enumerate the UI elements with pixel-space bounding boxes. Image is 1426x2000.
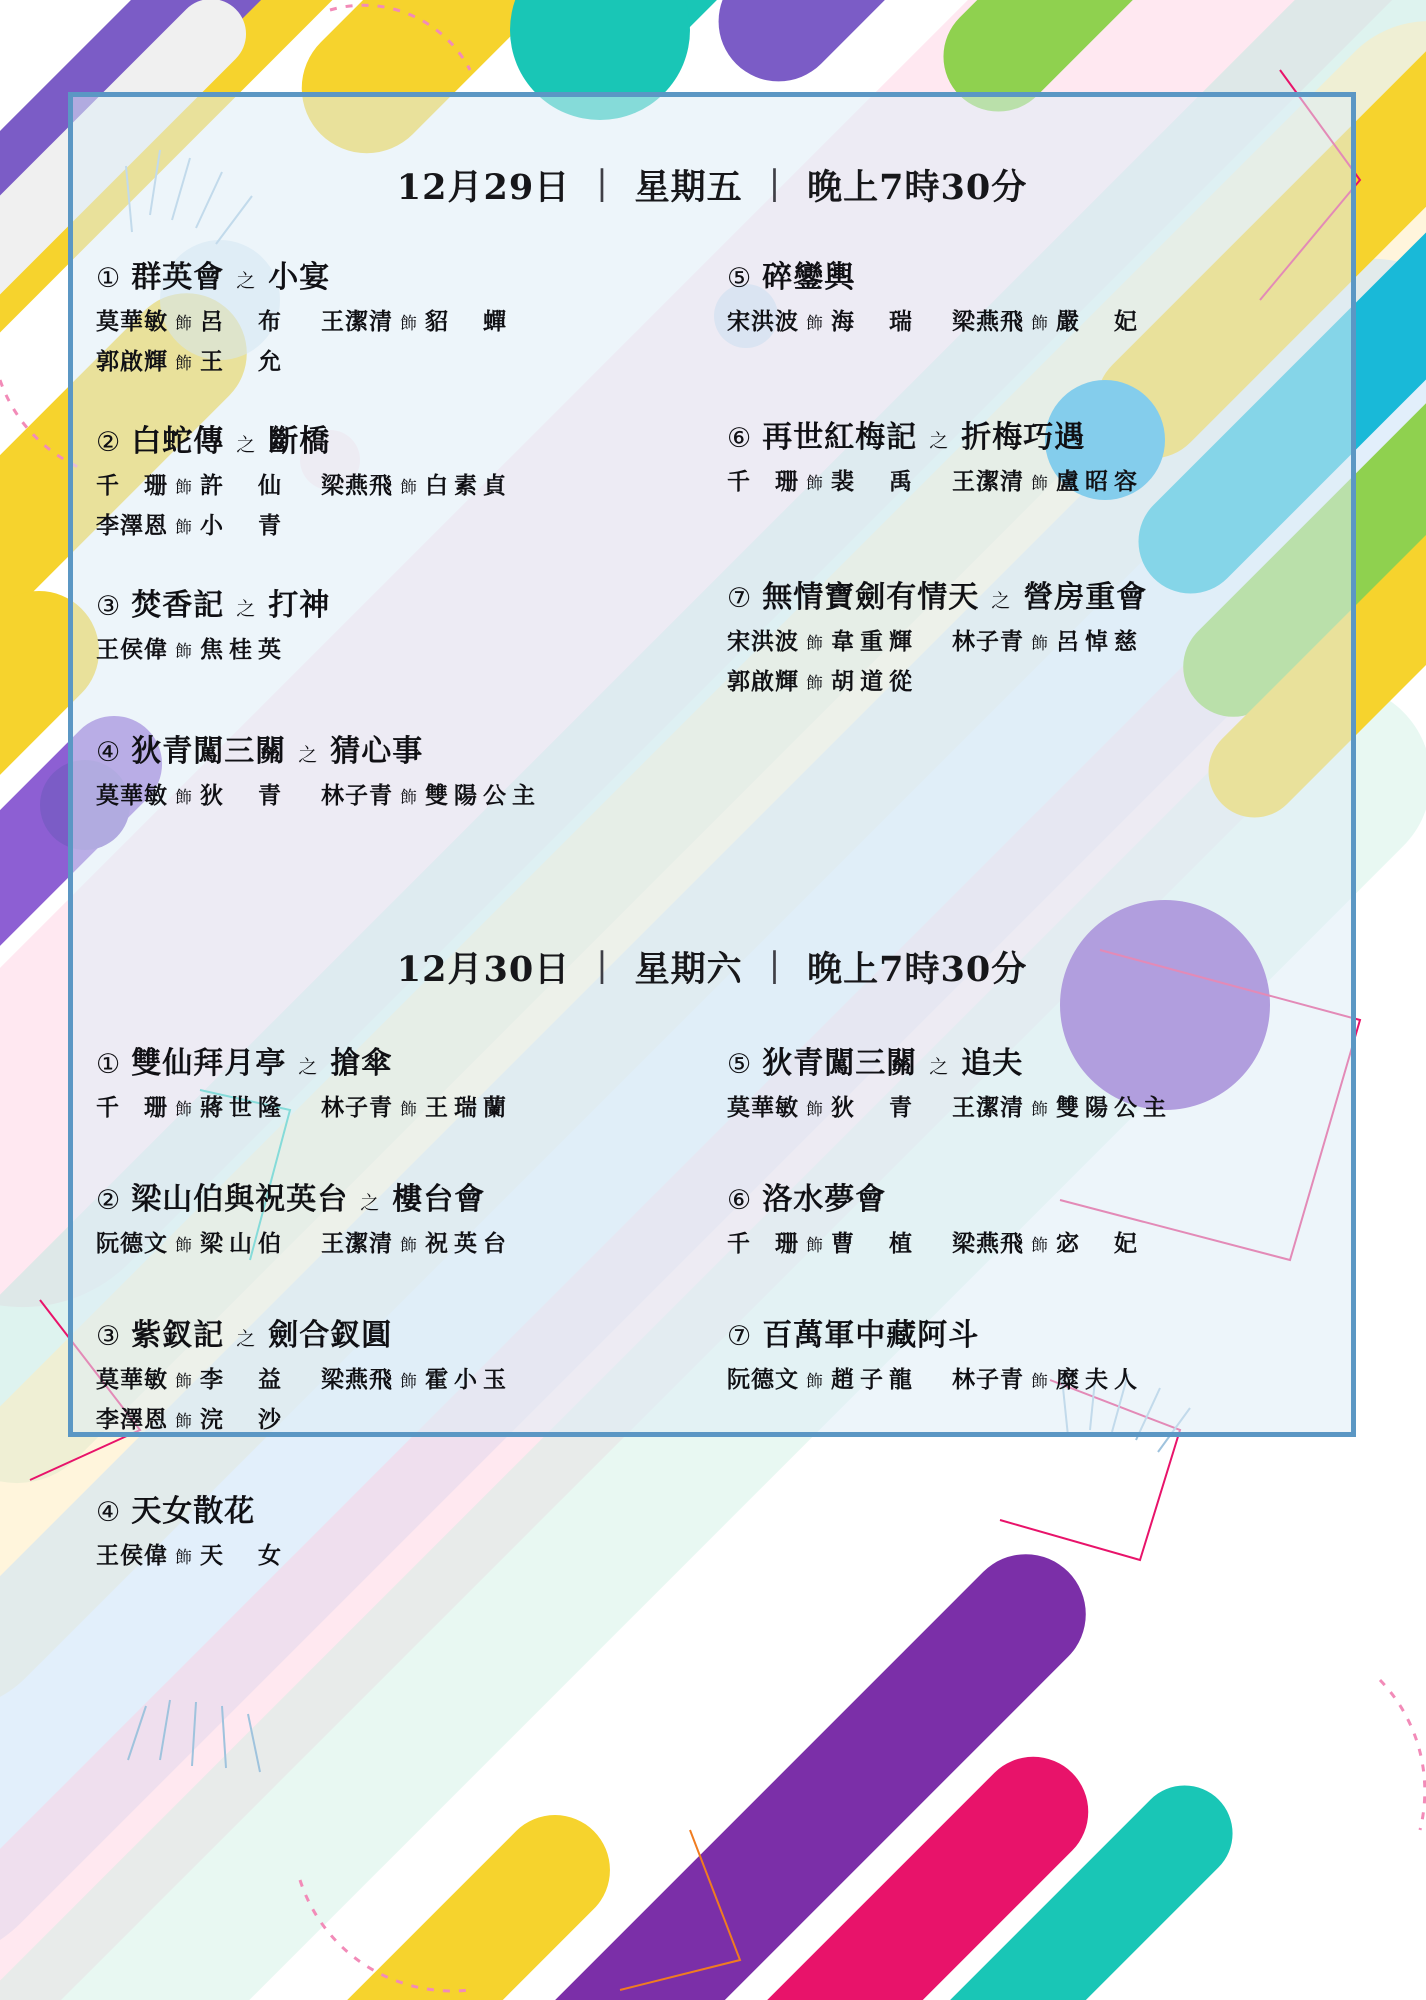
cast-entry (321, 303, 512, 336)
cast-line (727, 463, 1328, 496)
cast-shi: 飾 (1031, 1236, 1049, 1256)
cast-actor: 王潔清 (321, 309, 393, 335)
cast-line (727, 303, 1328, 336)
cast-actor: 李澤恩 (96, 1407, 168, 1433)
program-title: 洛水夢會 (762, 1182, 887, 1217)
cast-shi: 飾 (400, 314, 418, 334)
cast-shi: 飾 (806, 474, 824, 494)
cast-line (96, 1089, 697, 1122)
cast-line (96, 1225, 697, 1258)
day-weekday: 星期五 (634, 167, 743, 208)
cast-entry (727, 663, 918, 696)
day-header-1 (68, 160, 1356, 210)
cast-role: 浣 沙 (200, 1407, 287, 1433)
program-zhi: 之 (236, 434, 257, 456)
day-time: 晚上7時30分 (807, 167, 1028, 208)
program-title-row (727, 412, 1328, 456)
program-number: ③ (96, 591, 122, 622)
cast-entry (96, 1401, 287, 1434)
day-2-columns (68, 1038, 1356, 1596)
program-title: 白蛇傳 (131, 424, 225, 459)
program-zhi: 之 (360, 1192, 381, 1214)
cast-actor: 王潔清 (952, 1095, 1024, 1121)
cast-shi: 飾 (400, 478, 418, 498)
program-item (727, 1038, 1328, 1122)
cast-actor: 千 珊 (727, 469, 799, 495)
cast-actor: 王侯偉 (96, 1543, 168, 1569)
program-subtitle: 小宴 (268, 260, 331, 295)
cast-shi: 飾 (175, 518, 193, 538)
cast-actor: 宋洪波 (727, 309, 799, 335)
cast-line (727, 1225, 1328, 1258)
cast-actor: 莫華敏 (96, 309, 168, 335)
cast-actor: 王潔清 (321, 1231, 393, 1257)
cast-role: 狄 青 (200, 783, 287, 809)
program-title: 百萬軍中藏阿斗 (762, 1318, 980, 1353)
cast-actor: 宋洪波 (727, 629, 799, 655)
cast-actor: 阮德文 (96, 1231, 168, 1257)
program-item (96, 1310, 697, 1434)
program-number: ④ (96, 737, 122, 768)
cast-actor: 王潔清 (952, 469, 1024, 495)
cast-entry (727, 1225, 918, 1258)
cast-shi: 飾 (1031, 1100, 1049, 1120)
cast-line (96, 467, 697, 500)
cast-entry (96, 1089, 287, 1122)
cast-actor: 梁燕飛 (321, 1367, 393, 1393)
day-1-left-column (96, 252, 697, 836)
cast-line (96, 1401, 697, 1434)
cast-actor: 莫華敏 (96, 1367, 168, 1393)
program-number: ⑤ (727, 263, 753, 294)
program-item (96, 1174, 697, 1258)
cast-role: 呂悼慈 (1056, 629, 1143, 655)
cast-entry (727, 1361, 918, 1394)
cast-actor: 林子青 (321, 783, 393, 809)
cast-line (727, 1361, 1328, 1394)
program-zhi: 之 (298, 744, 319, 766)
program-zhi: 之 (236, 598, 257, 620)
cast-line (96, 1537, 697, 1570)
cast-line (96, 1361, 697, 1394)
program-number: ② (96, 427, 122, 458)
cast-entry (321, 1089, 512, 1122)
day-separator: | (768, 163, 782, 203)
cast-actor: 千 珊 (96, 1095, 168, 1121)
cast-entry (96, 303, 287, 336)
cast-role: 呂 布 (200, 309, 287, 335)
program-item (96, 580, 697, 664)
program-item (96, 726, 697, 810)
program-number: ⑦ (727, 583, 753, 614)
cast-line (96, 507, 697, 540)
cast-line (727, 623, 1328, 656)
cast-actor: 林子青 (321, 1095, 393, 1121)
program-title-row (96, 1310, 697, 1354)
cast-role: 李 益 (200, 1367, 287, 1393)
program-title-row (96, 416, 697, 460)
cast-shi: 飾 (400, 1100, 418, 1120)
program-number: ⑤ (727, 1049, 753, 1080)
cast-role: 霍小玉 (425, 1367, 512, 1393)
cast-role: 海 瑞 (831, 309, 918, 335)
day-separator: | (596, 945, 609, 985)
cast-shi: 飾 (175, 478, 193, 498)
cast-actor: 莫華敏 (727, 1095, 799, 1121)
program-zhi: 之 (298, 1056, 319, 1078)
day-weekday: 星期六 (634, 949, 743, 990)
program-item (727, 572, 1328, 696)
program-zhi: 之 (236, 270, 257, 292)
day-time: 晚上7時30分 (807, 949, 1028, 990)
cast-entry (96, 631, 287, 664)
program-item (727, 1310, 1328, 1394)
program-item (727, 252, 1328, 336)
program-title-row (96, 1486, 697, 1530)
program-title-row (727, 252, 1328, 296)
cast-entry (952, 463, 1143, 496)
cast-role: 天 女 (200, 1543, 287, 1569)
cast-role: 糜夫人 (1056, 1367, 1143, 1393)
cast-entry (727, 303, 918, 336)
cast-shi: 飾 (175, 1100, 193, 1120)
cast-shi: 飾 (1031, 314, 1049, 334)
cast-role: 胡道從 (831, 669, 918, 695)
cast-shi: 飾 (806, 1236, 824, 1256)
program-number: ⑥ (727, 1185, 753, 1216)
cast-shi: 飾 (175, 642, 193, 662)
cast-entry (727, 1089, 918, 1122)
program-title-row (727, 1038, 1328, 1082)
program-number: ① (96, 1049, 122, 1080)
cast-shi: 飾 (400, 1372, 418, 1392)
cast-shi: 飾 (806, 1100, 824, 1120)
cast-line (727, 663, 1328, 696)
program-number: ⑦ (727, 1321, 753, 1352)
cast-entry (96, 467, 287, 500)
cast-role: 蔣世隆 (200, 1095, 287, 1121)
cast-actor: 梁燕飛 (952, 309, 1024, 335)
cast-role: 小 青 (200, 513, 287, 539)
cast-actor: 千 珊 (96, 473, 168, 499)
cast-entry (321, 1225, 512, 1258)
program-title: 狄青闖三關 (762, 1046, 918, 1081)
cast-entry (96, 777, 287, 810)
cast-entry (96, 507, 287, 540)
cast-shi: 飾 (806, 674, 824, 694)
day-header-2 (68, 942, 1356, 992)
program-item (727, 412, 1328, 496)
day-date: 12月30日 (396, 949, 571, 990)
program-number: ① (96, 263, 122, 294)
cast-actor: 郭啟輝 (727, 669, 799, 695)
cast-shi: 飾 (175, 788, 193, 808)
program-subtitle: 斷橋 (268, 424, 331, 459)
cast-role: 裴 禹 (831, 469, 918, 495)
cast-role: 焦桂英 (200, 637, 287, 663)
cast-shi: 飾 (175, 1412, 193, 1432)
program-title: 紫釵記 (131, 1318, 225, 1353)
program-subtitle: 追夫 (961, 1046, 1024, 1081)
program-title-row (96, 1174, 697, 1218)
cast-role: 祝英台 (425, 1231, 512, 1257)
program-title: 無情寶劍有情天 (762, 580, 980, 615)
program-zhi: 之 (236, 1328, 257, 1350)
day-separator: | (596, 163, 609, 203)
cast-entry (321, 467, 512, 500)
program-subtitle: 折梅巧遇 (961, 420, 1086, 455)
program-title: 天女散花 (131, 1494, 256, 1529)
cast-entry (96, 1361, 287, 1394)
cast-role: 韋重輝 (831, 629, 918, 655)
day-1-right-column (727, 252, 1328, 836)
cast-actor: 梁燕飛 (952, 1231, 1024, 1257)
cast-shi: 飾 (806, 634, 824, 654)
cast-role: 雙陽公主 (425, 783, 541, 809)
cast-actor: 梁燕飛 (321, 473, 393, 499)
cast-entry (727, 463, 918, 496)
program-title-row (96, 1038, 697, 1082)
program-number: ⑥ (727, 423, 753, 454)
cast-shi: 飾 (806, 314, 824, 334)
program-title: 雙仙拜月亭 (131, 1046, 287, 1081)
program-title-row (727, 1310, 1328, 1354)
cast-shi: 飾 (175, 1548, 193, 1568)
program-subtitle: 樓台會 (392, 1182, 486, 1217)
cast-line (96, 343, 697, 376)
program-item (96, 252, 697, 376)
cast-actor: 千 珊 (727, 1231, 799, 1257)
day-2-left-column (96, 1038, 697, 1596)
cast-role: 盧昭容 (1056, 469, 1143, 495)
cast-actor: 王侯偉 (96, 637, 168, 663)
cast-shi: 飾 (806, 1372, 824, 1392)
cast-role: 嚴 妃 (1056, 309, 1143, 335)
program-title-row (96, 580, 697, 624)
program-title: 碎鑾輿 (762, 260, 856, 295)
program-subtitle: 搶傘 (330, 1046, 393, 1081)
day-1-columns (68, 252, 1356, 836)
program-content (68, 92, 1356, 1569)
cast-shi: 飾 (1031, 474, 1049, 494)
cast-role: 王 允 (200, 349, 287, 375)
program-item (727, 1174, 1328, 1258)
cast-shi: 飾 (1031, 1372, 1049, 1392)
program-zhi: 之 (929, 1056, 950, 1078)
cast-role: 梁山伯 (200, 1231, 287, 1257)
cast-role: 狄 青 (831, 1095, 918, 1121)
day-2-right-column (727, 1038, 1328, 1596)
program-title-row (727, 1174, 1328, 1218)
cast-actor: 莫華敏 (96, 783, 168, 809)
program-subtitle: 猜心事 (330, 734, 424, 769)
cast-role: 雙陽公主 (1056, 1095, 1172, 1121)
cast-shi: 飾 (175, 314, 193, 334)
program-number: ③ (96, 1321, 122, 1352)
cast-actor: 郭啟輝 (96, 349, 168, 375)
cast-entry (952, 303, 1143, 336)
cast-role: 白素貞 (425, 473, 512, 499)
day-separator: | (768, 945, 782, 985)
program-number: ④ (96, 1497, 122, 1528)
program-title-row (96, 252, 697, 296)
program-zhi: 之 (929, 430, 950, 452)
program-subtitle: 劍合釵圓 (268, 1318, 393, 1353)
cast-entry (96, 1225, 287, 1258)
cast-entry (96, 1537, 287, 1570)
day-date: 12月29日 (396, 167, 571, 208)
cast-shi: 飾 (175, 1236, 193, 1256)
cast-entry (727, 623, 918, 656)
cast-entry (952, 1361, 1143, 1394)
cast-shi: 飾 (400, 1236, 418, 1256)
cast-shi: 飾 (175, 354, 193, 374)
cast-role: 貂 蟬 (425, 309, 512, 335)
cast-entry (952, 1225, 1143, 1258)
cast-actor: 李澤恩 (96, 513, 168, 539)
program-zhi: 之 (991, 590, 1012, 612)
cast-shi: 飾 (175, 1372, 193, 1392)
cast-actor: 林子青 (952, 1367, 1024, 1393)
cast-line (96, 303, 697, 336)
program-title: 焚香記 (131, 588, 225, 623)
cast-role: 許 仙 (200, 473, 287, 499)
program-title: 狄青闖三關 (131, 734, 287, 769)
cast-entry (96, 343, 287, 376)
program-title-row (96, 726, 697, 770)
cast-role: 王瑞蘭 (425, 1095, 512, 1121)
cast-shi: 飾 (1031, 634, 1049, 654)
cast-role: 宓 妃 (1056, 1231, 1143, 1257)
program-title: 群英會 (131, 260, 225, 295)
program-item (96, 416, 697, 540)
cast-entry (952, 623, 1143, 656)
cast-line (727, 1089, 1328, 1122)
cast-role: 曹 植 (831, 1231, 918, 1257)
cast-shi: 飾 (400, 788, 418, 808)
program-subtitle: 打神 (268, 588, 331, 623)
program-title-row (727, 572, 1328, 616)
cast-entry (321, 777, 541, 810)
cast-entry (321, 1361, 512, 1394)
cast-actor: 阮德文 (727, 1367, 799, 1393)
cast-line (96, 631, 697, 664)
program-title: 再世紅梅記 (762, 420, 918, 455)
cast-role: 趙子龍 (831, 1367, 918, 1393)
program-number: ② (96, 1185, 122, 1216)
cast-actor: 林子青 (952, 629, 1024, 655)
program-subtitle: 營房重會 (1023, 580, 1148, 615)
program-title: 梁山伯與祝英台 (131, 1182, 349, 1217)
program-item (96, 1038, 697, 1122)
cast-entry (952, 1089, 1172, 1122)
program-item (96, 1486, 697, 1570)
cast-line (96, 777, 697, 810)
